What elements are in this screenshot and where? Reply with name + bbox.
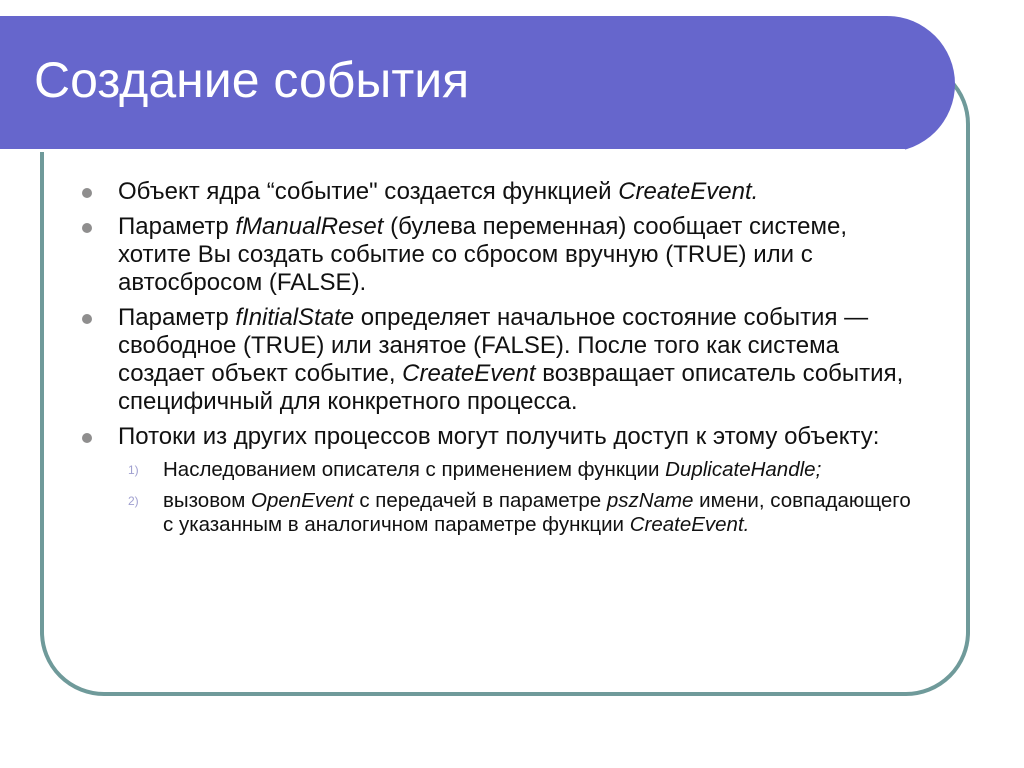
sub-number: 1) (128, 463, 139, 477)
parameter-name: fInitialState (235, 304, 355, 331)
sub-number: 2) (128, 494, 139, 508)
bullet-text: Параметр (118, 213, 236, 240)
bullet-dot (82, 223, 92, 233)
bullet-text: Потоки из других процессов могут получить доступ к этому объекту: (118, 423, 880, 450)
bullet-item (80, 178, 915, 206)
bullet-text: определяет начальное состояние события — свободное (TRUE) или занятое (FALSE). После того как система создает объект событие, (118, 304, 869, 387)
sub-text: имени, совпадающего с указанным в аналогичном параметре функции (163, 489, 911, 536)
sub-text: вызовом (163, 489, 252, 512)
slide-title: Создание события (34, 52, 470, 108)
bullet-dot (82, 433, 92, 443)
parameter-name: fManualReset (235, 213, 384, 240)
sub-text: Наследованием описателя с применением функции (163, 458, 666, 481)
bullet-item (80, 304, 915, 416)
function-name: OpenEvent (251, 489, 354, 512)
parameter-name: pszName (606, 489, 694, 512)
sub-item (80, 489, 915, 537)
bullet-dot (82, 188, 92, 198)
bullet-text: Объект ядра “событие" создается функцией (118, 178, 619, 205)
bullet-dot (82, 314, 92, 324)
slide-content (80, 178, 915, 544)
sub-text: с передачей в параметре (353, 489, 607, 512)
title-underline (0, 149, 905, 152)
bullet-text: возвращает описатель события, специфичный для конкретного процесса. (118, 360, 904, 415)
function-name: CreateEvent. (618, 178, 759, 205)
bullet-item (80, 213, 915, 297)
function-name: CreateEvent (402, 360, 536, 387)
function-name: DuplicateHandle; (665, 458, 822, 481)
bullet-item (80, 423, 915, 451)
bullet-text: Параметр (118, 304, 236, 331)
sub-item (80, 458, 915, 482)
function-name: CreateEvent. (629, 513, 750, 536)
bullet-text: (булева переменная) сообщает системе, хотите Вы создать событие со сбросом вручную (TRUE) или с автосбросом (FALSE). (118, 213, 848, 296)
